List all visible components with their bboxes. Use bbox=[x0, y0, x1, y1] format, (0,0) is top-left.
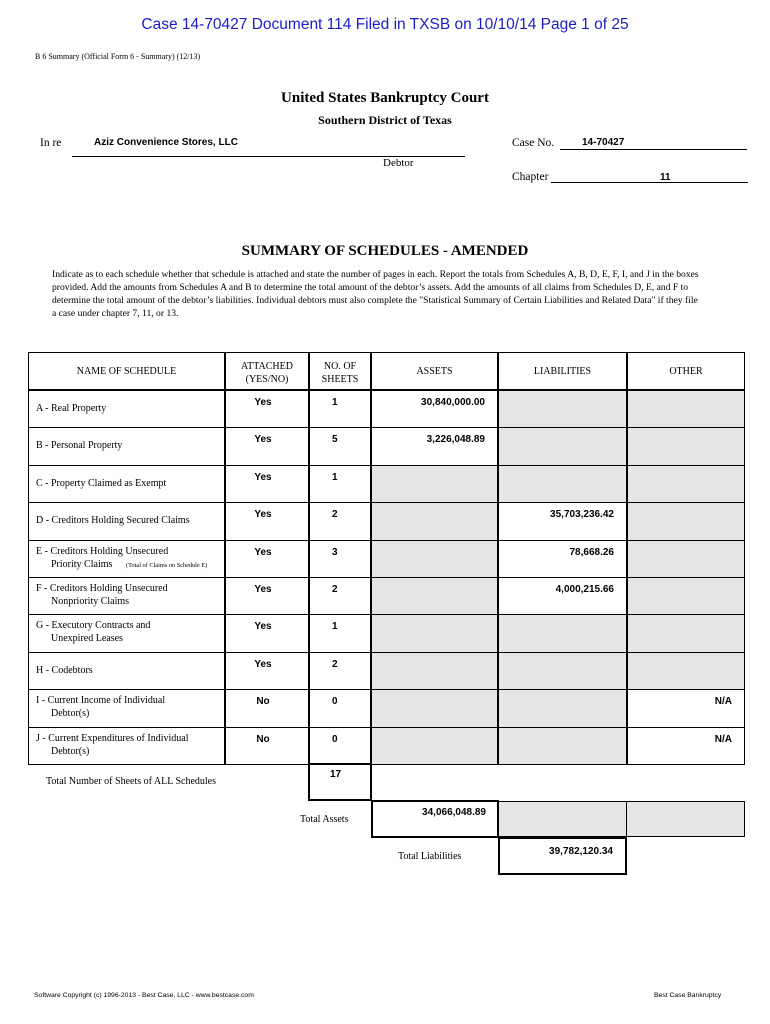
row-1-liabilities-cell bbox=[498, 427, 627, 465]
total-assets-label: Total Assets bbox=[300, 814, 349, 825]
row-9-other-cell bbox=[627, 727, 745, 765]
header-attached-line2: (YES/NO) bbox=[245, 374, 289, 385]
total-sheets-label: Total Number of Sheets of ALL Schedules bbox=[46, 776, 217, 787]
row-5-assets-cell bbox=[371, 577, 498, 615]
row-3-assets-cell bbox=[371, 502, 498, 540]
footer-brand: Best Case Bankruptcy bbox=[654, 992, 722, 999]
row-2-liabilities-cell bbox=[498, 465, 627, 503]
header-cell-liabilities bbox=[498, 352, 627, 390]
row-5-attached-cell bbox=[225, 577, 309, 615]
schedule-name: D - Creditors Holding Secured Claims bbox=[36, 515, 190, 527]
row-9-attached-cell bbox=[225, 727, 309, 765]
total-assets-box bbox=[371, 800, 499, 838]
attached-value: Yes bbox=[254, 397, 272, 408]
total-assets-other-shade bbox=[626, 801, 745, 837]
row-7-name-cell bbox=[28, 652, 225, 690]
row-3-other-cell bbox=[627, 502, 745, 540]
attached-value: Yes bbox=[254, 546, 272, 558]
row-0-attached-cell bbox=[225, 390, 309, 428]
row-2-name-cell bbox=[28, 465, 225, 503]
row-9-assets-cell bbox=[371, 727, 498, 765]
row-0-other-cell bbox=[627, 390, 745, 428]
row-0-liabilities-cell bbox=[498, 390, 627, 428]
case-number-label: Case No. bbox=[512, 137, 555, 149]
chapter-label: Chapter bbox=[512, 171, 549, 183]
row-7-attached-cell bbox=[225, 652, 309, 690]
row-1-assets-cell bbox=[371, 427, 498, 465]
row-6-other-cell bbox=[627, 614, 745, 652]
row-6-assets-cell bbox=[371, 614, 498, 652]
liabilities-value: 78,668.26 bbox=[569, 546, 614, 558]
row-4-sheets-cell bbox=[309, 540, 371, 578]
row-3-sheets-cell bbox=[309, 502, 371, 540]
row-6-name-cell bbox=[28, 614, 225, 652]
schedule-name-line1: J - Current Expenditures of Individual bbox=[36, 732, 189, 744]
total-liabilities-box bbox=[498, 837, 627, 875]
row-2-other-cell bbox=[627, 465, 745, 503]
sheets-value: 1 bbox=[332, 621, 338, 633]
schedule-note: (Total of Claims on Schedule E) bbox=[126, 561, 208, 569]
liabilities-value: 35,703,236.42 bbox=[550, 509, 614, 521]
attached-value: No bbox=[256, 696, 270, 708]
header-liabilities: LIABILITIES bbox=[533, 366, 592, 377]
summary-title: SUMMARY OF SCHEDULES - AMENDED bbox=[241, 243, 529, 259]
header-name: NAME OF SCHEDULE bbox=[76, 366, 177, 377]
row-1-name-cell bbox=[28, 427, 225, 465]
row-7-sheets-cell bbox=[309, 652, 371, 690]
row-7-other-cell bbox=[627, 652, 745, 690]
attached-value: Yes bbox=[254, 621, 272, 633]
header-sheets-line2: SHEETS bbox=[321, 374, 359, 385]
assets-value: 30,840,000.00 bbox=[421, 397, 485, 408]
row-5-sheets-cell bbox=[309, 577, 371, 615]
total-liabilities-label: Total Liabilities bbox=[398, 851, 462, 862]
assets-value: 3,226,048.89 bbox=[426, 434, 485, 446]
liabilities-value: 4,000,215.66 bbox=[555, 584, 614, 595]
case-number-underline bbox=[560, 149, 747, 150]
schedule-name-line2: Debtor(s) bbox=[51, 745, 90, 757]
sheets-value: 5 bbox=[332, 434, 338, 446]
attached-value: Yes bbox=[254, 584, 272, 595]
sheets-value: 2 bbox=[332, 584, 338, 595]
header-cell-sheets bbox=[309, 352, 371, 390]
header-cell-attached bbox=[225, 352, 309, 390]
debtor-name: Aziz Convenience Stores, LLC bbox=[94, 137, 238, 148]
other-value: N/A bbox=[714, 733, 732, 745]
row-4-other-cell bbox=[627, 540, 745, 578]
schedule-name-line2: Unexpired Leases bbox=[51, 633, 123, 645]
filing-stamp: Case 14-70427 Document 114 Filed in TXSB on 10/10/14 Page 1 of 25 bbox=[141, 16, 629, 33]
chapter-number: 11 bbox=[660, 172, 671, 183]
sheets-value: 1 bbox=[332, 397, 338, 408]
row-0-sheets-cell bbox=[309, 390, 371, 428]
schedule-name-line2: Priority Claims bbox=[51, 558, 113, 570]
sheets-value: 0 bbox=[332, 696, 338, 708]
header-sheets-line1: NO. OF bbox=[323, 361, 357, 372]
row-9-sheets-cell bbox=[309, 727, 371, 765]
attached-value: Yes bbox=[254, 658, 272, 670]
schedule-name: H - Codebtors bbox=[36, 664, 93, 676]
court-title: United States Bankruptcy Court bbox=[281, 90, 489, 106]
row-8-sheets-cell bbox=[309, 689, 371, 727]
row-5-other-cell bbox=[627, 577, 745, 615]
court-district: Southern District of Texas bbox=[318, 113, 452, 127]
schedule-name-line2: Nonpriority Claims bbox=[51, 596, 130, 607]
row-7-assets-cell bbox=[371, 652, 498, 690]
attached-value: No bbox=[256, 733, 270, 745]
row-8-attached-cell bbox=[225, 689, 309, 727]
row-2-assets-cell bbox=[371, 465, 498, 503]
in-re-label: In re bbox=[40, 137, 62, 149]
row-3-liabilities-cell bbox=[498, 502, 627, 540]
total-assets-value: 34,066,048.89 bbox=[422, 807, 486, 818]
row-8-other-cell bbox=[627, 689, 745, 727]
row-5-liabilities-cell bbox=[498, 577, 627, 615]
sheets-value: 2 bbox=[332, 658, 338, 670]
header-cell-name bbox=[28, 352, 225, 390]
row-4-attached-cell bbox=[225, 540, 309, 578]
row-2-sheets-cell bbox=[309, 465, 371, 503]
header-cell-other bbox=[627, 352, 745, 390]
total-assets-liabilities-shade bbox=[498, 801, 627, 837]
attached-value: Yes bbox=[254, 434, 272, 446]
schedule-name-line1: I - Current Income of Individual bbox=[36, 695, 166, 707]
row-6-attached-cell bbox=[225, 614, 309, 652]
row-8-assets-cell bbox=[371, 689, 498, 727]
footer-copyright: Software Copyright (c) 1996-2013 - Best Case, LLC - www.bestcase.com bbox=[34, 992, 254, 999]
row-4-liabilities-cell bbox=[498, 540, 627, 578]
schedule-name: B - Personal Property bbox=[36, 440, 123, 452]
row-0-assets-cell bbox=[371, 390, 498, 428]
schedule-name-line1: E - Creditors Holding Unsecured bbox=[36, 545, 169, 557]
sheets-value: 3 bbox=[332, 546, 338, 558]
row-4-assets-cell bbox=[371, 540, 498, 578]
header-attached-line1: ATTACHED bbox=[241, 361, 293, 372]
header-other: OTHER bbox=[669, 366, 703, 377]
header-cell-assets bbox=[371, 352, 498, 390]
schedule-name: C - Property Claimed as Exempt bbox=[36, 477, 167, 489]
row-3-attached-cell bbox=[225, 502, 309, 540]
attached-value: Yes bbox=[254, 509, 272, 521]
row-1-sheets-cell bbox=[309, 427, 371, 465]
header-assets: ASSETS bbox=[416, 366, 453, 377]
attached-value: Yes bbox=[254, 471, 272, 483]
total-liabilities-value: 39,782,120.34 bbox=[549, 846, 613, 857]
row-6-sheets-cell bbox=[309, 614, 371, 652]
debtor-label: Debtor bbox=[383, 157, 414, 169]
instructions-paragraph: Indicate as to each schedule whether that schedule is attached and state the number of pages in each. Report the totals from Schedules A, B, D, E, F, I, and J in the boxes provided. Add the amounts from Schedules A and B to determine the total amount of the debtor’s assets. Add the amounts of all claims from Schedules D, E, and F to determine the total amount of the debtor’s liabilities. Individual debtors must also complete the "Statistical Summary of Certain Liabilities and Related Data" if they file a case under chapter 7, 11, or 13. bbox=[52, 269, 699, 319]
row-3-name-cell bbox=[28, 502, 225, 540]
row-8-liabilities-cell bbox=[498, 689, 627, 727]
row-8-name-cell bbox=[28, 689, 225, 727]
schedule-name-line1: G - Executory Contracts and bbox=[36, 620, 151, 632]
schedule-name: A - Real Property bbox=[36, 403, 107, 414]
row-4-name-cell bbox=[28, 540, 225, 578]
row-1-other-cell bbox=[627, 427, 745, 465]
row-7-liabilities-cell bbox=[498, 652, 627, 690]
row-1-attached-cell bbox=[225, 427, 309, 465]
chapter-underline bbox=[551, 182, 748, 183]
row-9-name-cell bbox=[28, 727, 225, 765]
row-2-attached-cell bbox=[225, 465, 309, 503]
total-sheets-box bbox=[308, 763, 372, 801]
sheets-value: 2 bbox=[332, 509, 338, 521]
other-value: N/A bbox=[714, 696, 732, 708]
sheets-value: 1 bbox=[332, 471, 338, 483]
schedule-name-line2: Debtor(s) bbox=[51, 708, 90, 720]
row-9-liabilities-cell bbox=[498, 727, 627, 765]
schedule-name-line1: F - Creditors Holding Unsecured bbox=[36, 583, 168, 594]
sheets-value: 0 bbox=[332, 733, 338, 745]
total-sheets-value: 17 bbox=[330, 769, 342, 780]
case-number: 14-70427 bbox=[582, 137, 625, 148]
row-5-name-cell bbox=[28, 577, 225, 615]
form-identifier: B 6 Summary (Official Form 6 - Summary) (12/13) bbox=[35, 52, 201, 61]
row-6-liabilities-cell bbox=[498, 614, 627, 652]
row-0-name-cell bbox=[28, 390, 225, 428]
